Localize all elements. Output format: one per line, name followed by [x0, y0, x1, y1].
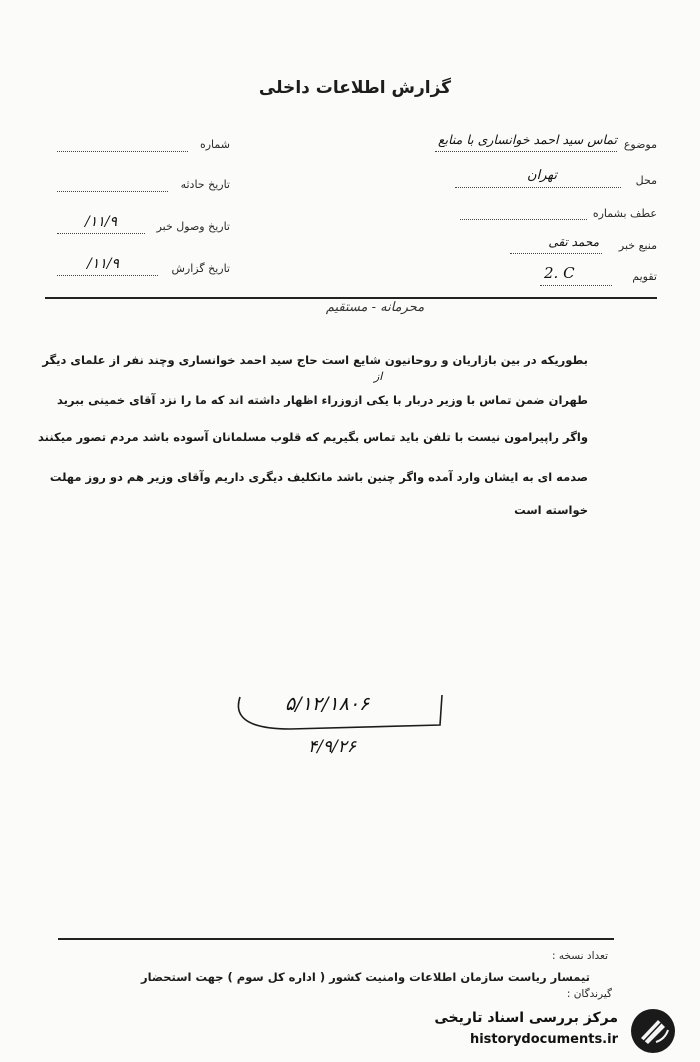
subject-label: موضوع — [623, 138, 657, 151]
recipient-text: تیمسار ریاست سازمان اطلاعات وامنیت کشور ( اداره کل سوم ) جهت استحضار — [140, 970, 590, 984]
receipt-date-value: ۱۱/۹/ — [85, 214, 117, 230]
source-line — [510, 253, 602, 254]
number-label: شماره — [199, 138, 230, 151]
subject-field — [435, 134, 657, 156]
receipt-date-line — [57, 233, 145, 234]
report-line-3: واگر راپیرامون نیست با تلفن باید تماس بگیریم که قلوب مسلمانان آسوده باشد مردم تصور میکنند — [38, 430, 588, 444]
evaluation-value: 2. C — [544, 264, 575, 282]
copies-label: تعداد نسخه : — [551, 950, 608, 962]
watermark-url: historydocuments.ir — [469, 1032, 618, 1047]
reference-line — [460, 219, 587, 220]
subject-line — [435, 151, 617, 152]
annotation-line-2: ۴/۹/۲۶ — [308, 737, 356, 757]
source-field — [510, 237, 657, 259]
archive-annotation — [230, 685, 450, 775]
incident-date-field — [55, 178, 230, 198]
report-line-4: صدمه ای به ایشان وارد آمده واگر چنین باشد ماتکلیف دیگری داریم وآقای وزیر هم دو روز مهلت — [49, 470, 588, 484]
subject-value: تماس سید احمد خوانساری با منابع — [437, 132, 617, 147]
report-date-value: ۱۱/۹/ — [87, 256, 119, 272]
evaluation-label: تقویم — [632, 270, 657, 283]
report-date-field — [55, 256, 230, 282]
location-label: محل — [635, 174, 657, 187]
form-title: گزارش اطلاعات داخلی — [258, 78, 452, 98]
source-label: منبع خبر — [618, 239, 657, 252]
incident-date-label: تاریخ حادثه — [180, 178, 230, 191]
reference-field — [460, 205, 657, 225]
watermark-name: مرکز بررسی اسناد تاریخی — [434, 1010, 618, 1026]
source-value: محمد تقی — [548, 235, 599, 249]
receipt-date-field — [55, 214, 230, 240]
report-line-5: خواسته است — [514, 503, 588, 517]
archive-logo-icon — [628, 1006, 678, 1056]
footer-divider — [58, 938, 614, 940]
receipt-date-label: تاریخ وصول خبر — [156, 220, 230, 233]
evaluation-line — [540, 285, 612, 286]
number-field — [55, 138, 230, 158]
evaluation-field — [540, 264, 657, 292]
recipients-label: گیرندگان : — [566, 988, 612, 1000]
report-line-2: طهران ضمن تماس با وزیر دربار با یکی ازوزراء اظهار داشته اند که ما را نزد آقای خمینی ببرید — [56, 393, 588, 407]
location-value: تهران — [527, 168, 557, 183]
classification-stamp: محرمانه - مستقیم — [325, 300, 425, 315]
number-line — [57, 151, 188, 152]
report-date-label: تاریخ گزارش — [171, 262, 230, 275]
location-line — [455, 187, 621, 188]
reference-label: عطف بشماره — [592, 207, 657, 220]
report-insert-mark: از — [374, 370, 383, 383]
report-line-1: بطوریکه در بین بازاریان و روحانیون شایع است حاج سید احمد خوانساری وچند نفر از علمای دیگر — [42, 353, 588, 367]
incident-date-line — [57, 191, 168, 192]
header-divider — [45, 297, 657, 299]
annotation-line-1: ۵/۱۲/۱۸۰۶ — [285, 693, 370, 715]
location-field — [455, 170, 657, 192]
report-date-line — [57, 275, 158, 276]
